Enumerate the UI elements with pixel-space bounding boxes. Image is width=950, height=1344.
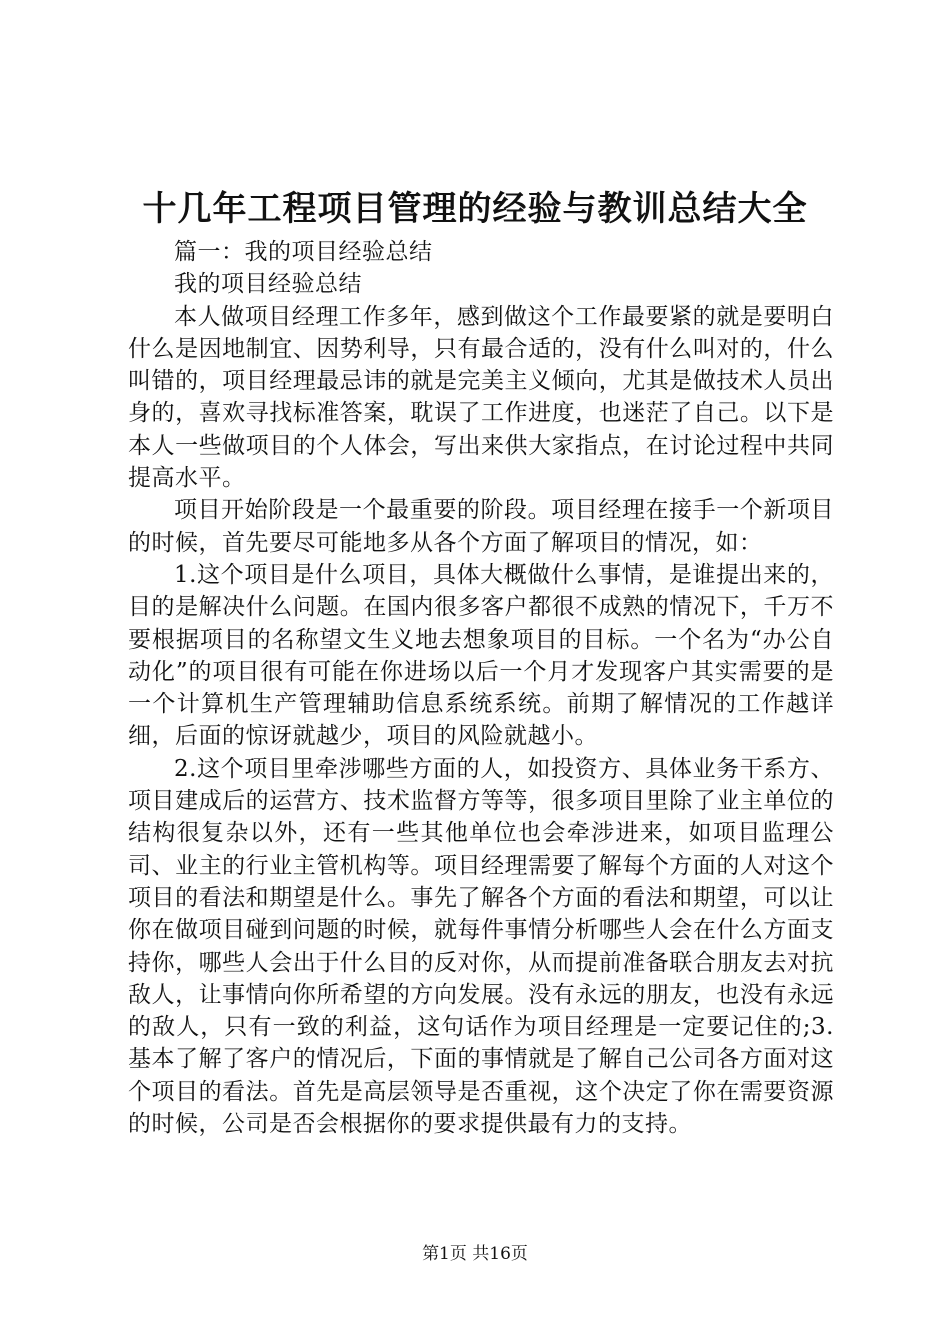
body-paragraph-item-1: 1.这个项目是什么项目，具体大概做什么事情，是谁提出来的，目的是解决什么问题。在国内很多客户都很不成熟的情况下，千万不要根据项目的名称望文生义地去想象项目的目标。一个名为“办公自动化”的项目很有可能在你进场以后一个月才发现客户其实需要的是一个计算机生产管理辅助信息系统系统。前期了解情况的工作越详细，后面的惊讶就越少，项目的风险就越小。 [128, 561, 834, 750]
subsection-heading: 我的项目经验总结 [174, 271, 362, 298]
page-footer: 第1页 共16页 [422, 1244, 528, 1264]
document-body [128, 236, 834, 1140]
section-heading: 篇一：我的项目经验总结 [174, 239, 433, 265]
body-paragraph-item-2: 2.这个项目里牵涉哪些方面的人，如投资方、具体业务干系方、项目建成后的运营方、技术监督方等等，很多项目里除了业主单位的结构很复杂以外，还有一些其他单位也会牵涉进来，如项目监理公司、业主的行业主管机构等。项目经理需要了解每个方面的人对这个项目的看法和期望是什么。事先了解各个方面的看法和期望，可以让你在做项目碰到问题的时候，就每件事情分析哪些人会在什么方面支持你，哪些人会出于什么目的反对你，从而提前准备联合朋友去对抗敌人，让事情向你所希望的方向发展。没有永远的朋友，也没有永远的敌人，只有一致的利益，这句话作为项目经理是一定要记住的;3.基本了解了客户的情况后，下面的事情就是了解自己公司各方面对这个项目的看法。首先是高层领导是否重视，这个决定了你在需要资源的时候，公司是否会根据你的要求提供最有力的支持。 [128, 755, 834, 1138]
body-paragraph-start-phase: 项目开始阶段是一个最重要的阶段。项目经理在接手一个新项目的时候，首先要尽可能地多从各个方面了解项目的情况，如： [128, 497, 834, 556]
body-paragraph-intro: 本人做项目经理工作多年，感到做这个工作最要紧的就是要明白什么是因地制宜、因势利导，只有最合适的，没有什么叫对的，什么叫错的，项目经理最忌讳的就是完美主义倾向，尤其是做技术人员出身的，喜欢寻找标准答案，耽误了工作进度，也迷茫了自己。以下是本人一些做项目的个人体会，写出来供大家指点，在讨论过程中共同提高水平。 [128, 303, 834, 492]
document-title: 十几年工程项目管理的经验与教训总结大全 [142, 189, 808, 229]
